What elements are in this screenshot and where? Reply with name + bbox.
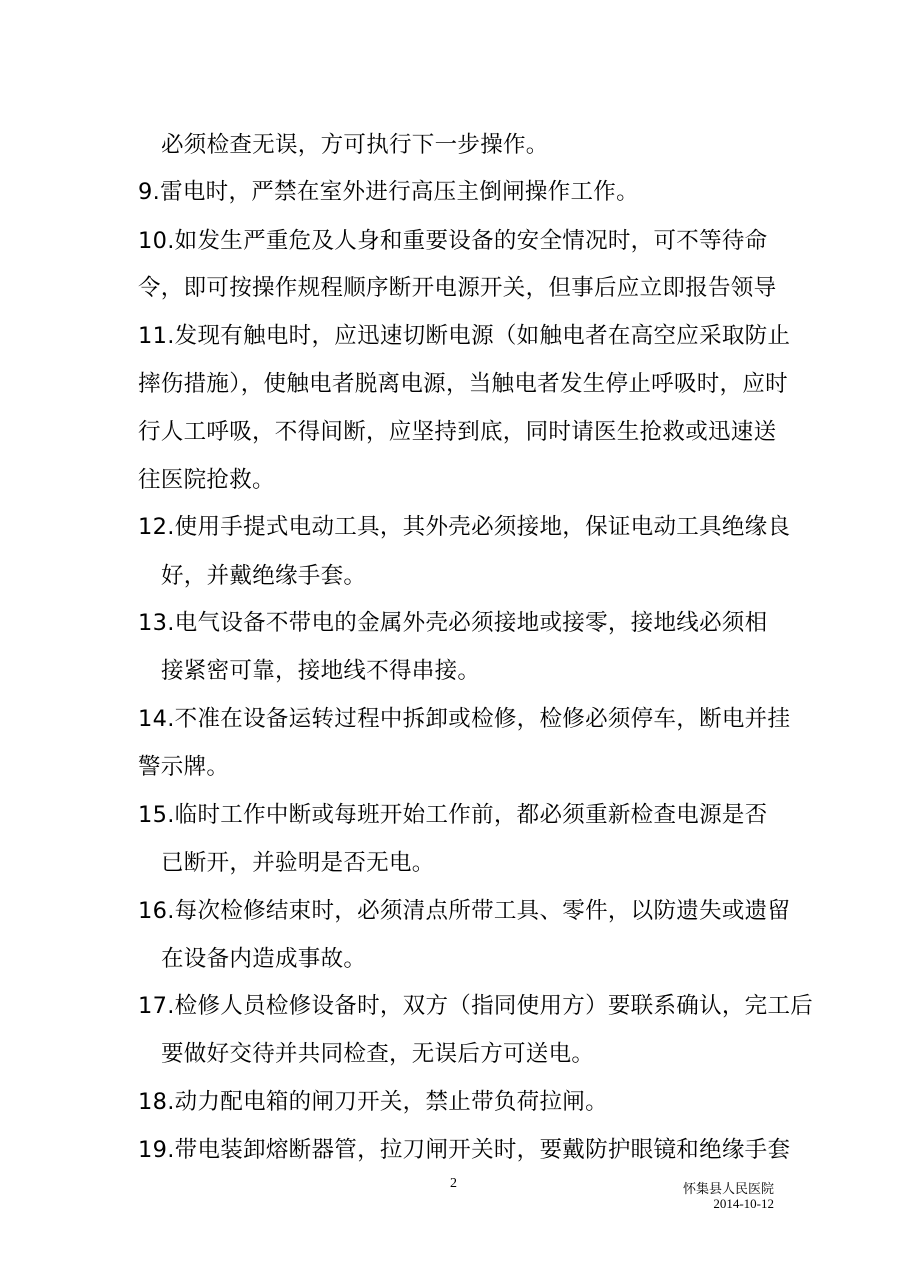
text-line: 19.带电装卸熔断器管，拉刀闸开关时，要戴防护眼镜和绝缘手套 [138, 1137, 791, 1163]
text-line: 16.每次检修结束时，必须清点所带工具、零件，以防遗失或遗留 [138, 898, 791, 924]
text-line: 往医院抢救。 [138, 467, 275, 493]
text-line: 接紧密可靠，接地线不得串接。 [161, 658, 481, 684]
text-line: 9.雷电时，严禁在室外进行高压主倒闸操作工作。 [138, 179, 639, 205]
text-line: 14.不准在设备运转过程中拆卸或检修，检修必须停车，断电并挂 [138, 706, 791, 732]
footer-organization: 怀集县人民医院 [682, 1182, 774, 1197]
text-line: 17.检修人员检修设备时，双方（指同使用方）要联系确认，完工后 [138, 993, 814, 1019]
text-line: 摔伤措施），使触电者脱离电源，当触电者发生停止呼吸时，应时 [138, 371, 788, 397]
page-number: 2 [450, 1176, 457, 1191]
text-line: 18.动力配电箱的闸刀开关，禁止带负荷拉闸。 [138, 1089, 608, 1115]
text-line: 13.电气设备不带电的金属外壳必须接地或接零，接地线必须相 [138, 610, 768, 636]
text-line: 要做好交待并共同检查，无误后方可送电。 [161, 1041, 595, 1067]
text-line: 已断开，并验明是否无电。 [161, 850, 435, 876]
text-line: 警示牌。 [138, 754, 230, 780]
text-line: 10.如发生严重危及人身和重要设备的安全情况时，可不等待命 [138, 228, 768, 254]
footer-date: 2014-10-12 [713, 1196, 774, 1211]
text-line: 11.发现有触电时，应迅速切断电源（如触电者在高空应采取防止 [138, 323, 791, 349]
text-line: 好，并戴绝缘手套。 [161, 563, 367, 589]
text-line: 12.使用手提式电动工具，其外壳必须接地，保证电动工具绝缘良 [138, 514, 791, 540]
text-line: 15.临时工作中断或每班开始工作前，都必须重新检查电源是否 [138, 802, 768, 828]
text-line: 行人工呼吸，不得间断，应坚持到底，同时请医生抢救或迅速送 [138, 419, 777, 445]
text-line: 在设备内造成事故。 [161, 946, 367, 972]
text-line: 必须检查无误，方可执行下一步操作。 [161, 132, 549, 158]
text-line: 令，即可按操作规程顺序断开电源开关，但事后应立即报告领导 [138, 275, 777, 301]
